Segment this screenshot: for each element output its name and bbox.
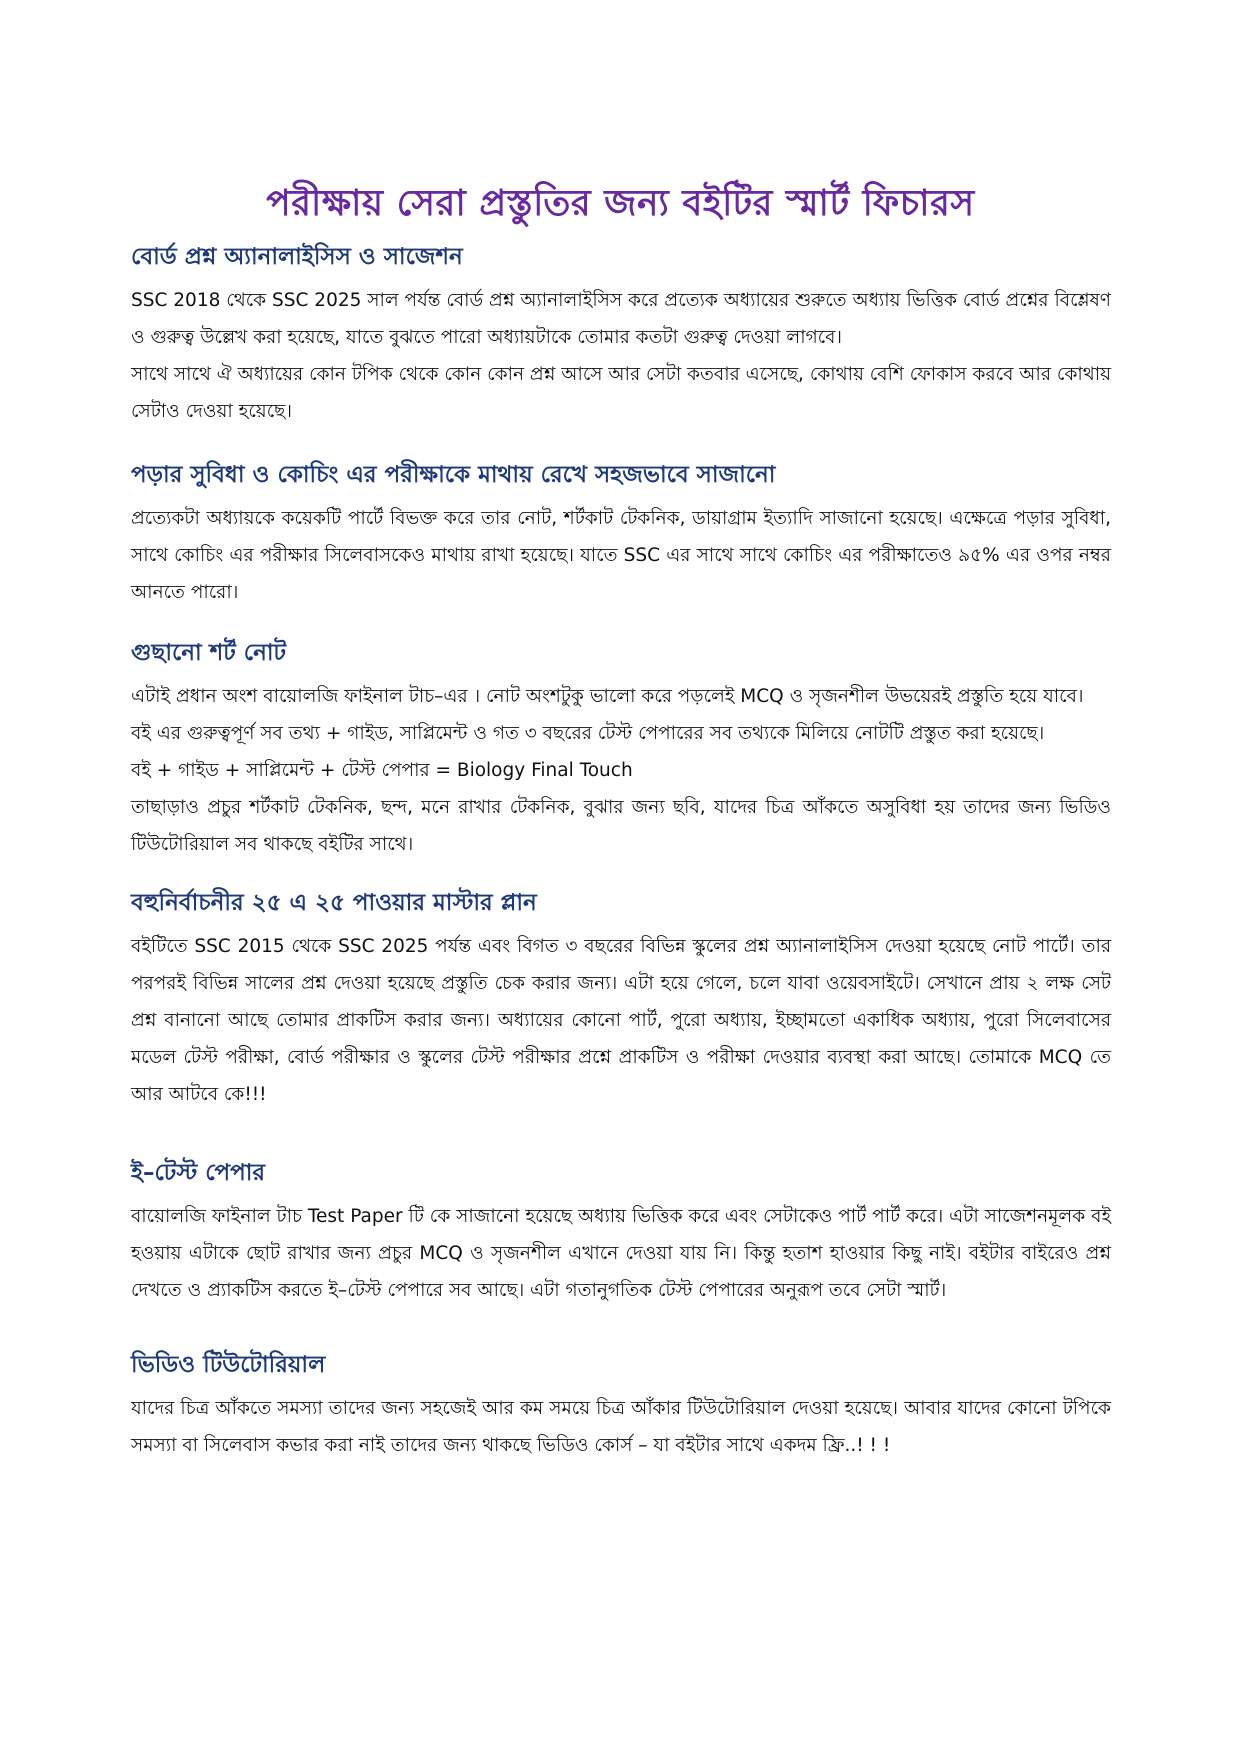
section-paragraph: বই + গাইড + সাপ্লিমেন্ট + টেস্ট পেপার = Biology Final Touch (131, 760, 633, 781)
section-heading: ভিডিও টিউটোরিয়াল (131, 1352, 326, 1378)
section-heading: বহুনির্বাচনীর ২৫ এ ২৫ পাওয়ার মাস্টার প্লান (131, 890, 537, 916)
section-paragraph: বইটিতে SSC 2015 থেকে SSC 2025 পর্যন্ত এবং বিগত ৩ বছরের বিভিন্ন স্কুলের প্রশ্ন অ্যানালাইসিস দেওয়া হয়েছে নোট পার্টে। তার পরপরই বিভিন্ন সালের প্রশ্ন দেওয়া হয়েছে প্রস্তুতি চেক করার জন্য। এটা হয়ে গেলে, চলে যাবা ওয়েবসাইটে। সেখানে প্রায় ২ লক্ষ সেট প্রশ্ন বানানো আছে তোমার প্রাকটিস করার জন্য। অধ্যায়ের কোনো পার্ট, পুরো অধ্যায়, ইচ্ছামতো একাধিক অধ্যায়, পুরো সিলেবাসের মডেল টেস্ট পরীক্ষা, বোর্ড পরীক্ষার ও স্কুলের টেস্ট পরীক্ষার প্রশ্নে প্রাকটিস ও পরীক্ষা দেওয়ার ব্যবস্থা করা আছে। তোমাকে MCQ তে আর আটবে কে!!! (131, 936, 1111, 1105)
section-video-tutorial (131, 1348, 1111, 1464)
section-paragraph: সাথে সাথে ঐ অধ্যায়ের কোন টপিক থেকে কোন কোন প্রশ্ন আসে আর সেটা কতবার এসেছে, কোথায় বেশি ফোকাস করবে আর কোথায় সেটাও দেওয়া হয়েছে। (131, 364, 1111, 422)
section-e-test-paper (131, 1156, 1111, 1309)
section-heading: বোর্ড প্রশ্ন অ্যানালাইসিস ও সাজেশন (131, 244, 463, 270)
section-paragraph: তাছাড়াও প্রচুর শর্টকাট টেকনিক, ছন্দ, মনে রাখার টেকনিক, বুঝার জন্য ছবি, যাদের চিত্র আঁকতে অসুবিধা হয় তাদের জন্য ভিডিও টিউটোরিয়াল সব থাকছে বইটির সাথে। (131, 797, 1111, 855)
section-mcq-master-plan (131, 886, 1111, 1113)
section-paragraph: বায়োলজি ফাইনাল টাচ Test Paper টি কে সাজানো হয়েছে অধ্যায় ভিত্তিক করে এবং সেটাকেও পার্ট পার্ট করে। এটা সাজেশনমূলক বই হওয়ায় এটাকে ছোট রাখার জন্য প্রচুর MCQ ও সৃজনশীল এখানে দেওয়া যায় নি। কিন্তু হতাশ হাওয়ার কিছু নাই। বইটার বাইরেও প্রশ্ন দেখতে ও প্র্যাকটিস করতে ই–টেস্ট পেপারে সব আছে। এটা গতানুগতিক টেস্ট পেপারের অনুরূপ তবে সেটা স্মার্ট। (131, 1206, 1111, 1301)
page-title: পরীক্ষায় সেরা প্রস্তুতির জন্য বইটির স্মার্ট ফিচারস (266, 183, 975, 225)
section-short-note (131, 636, 1111, 863)
section-board-analysis (131, 240, 1111, 430)
section-heading: গুছানো শর্ট নোট (131, 640, 287, 666)
section-heading: ই–টেস্ট পেপার (131, 1160, 266, 1186)
section-heading: পড়ার সুবিধা ও কোচিং এর পরীক্ষাকে মাথায় রেখে সহজভাবে সাজানো (131, 462, 776, 488)
section-paragraph: যাদের চিত্র আঁকতে সমস্যা তাদের জন্য সহজেই আর কম সময়ে চিত্র আঁকার টিউটোরিয়াল দেওয়া হয়েছে। আবার যাদের কোনো টপিকে সমস্যা বা সিলেবাস কভার করা নাই তাদের জন্য থাকছে ভিডিও কোর্স – যা বইটার সাথে একদম ফ্রি..! ! ! (131, 1398, 1111, 1456)
section-paragraph: বই এর গুরুত্বপূর্ণ সব তথ্য + গাইড, সাপ্লিমেন্ট ও গত ৩ বছরের টেস্ট পেপারের সব তথ্যকে মিলিয়ে নোটটি প্রস্তুত করা হয়েছে। (131, 723, 1045, 744)
section-paragraph: প্রত্যেকটা অধ্যায়কে কয়েকটি পার্টে বিভক্ত করে তার নোট, শর্টকাট টেকনিক, ডায়াগ্রাম ইত্যাদি সাজানো হয়েছে। এক্ষেত্রে পড়ার সুবিধা, সাথে কোচিং এর পরীক্ষার সিলেবাসকেও মাথায় রাখা হয়েছে। যাতে SSC এর সাথে সাথে কোচিং এর পরীক্ষাতেও ৯৫% এর ওপর নম্বর আনতে পারো। (131, 508, 1111, 603)
section-paragraph: SSC 2018 থেকে SSC 2025 সাল পর্যন্ত বোর্ড প্রশ্ন অ্যানালাইসিস করে প্রত্যেক অধ্যায়ের শুরুতে অধ্যায় ভিত্তিক বোর্ড প্রশ্নের বিশ্লেষণ ও গুরুত্ব উল্লেখ করা হয়েছে, যাতে বুঝতে পারো অধ্যায়টাকে তোমার কতটা গুরুত্ব দেওয়া লাগবে। (131, 290, 1111, 348)
section-study-convenience (131, 458, 1111, 611)
section-paragraph: এটাই প্রধান অংশ বায়োলজি ফাইনাল টাচ–এর । নোট অংশটুকু ভালো করে পড়লেই MCQ ও সৃজনশীল উভয়েরই প্রস্তুতি হয়ে যাবে। (131, 686, 1084, 707)
